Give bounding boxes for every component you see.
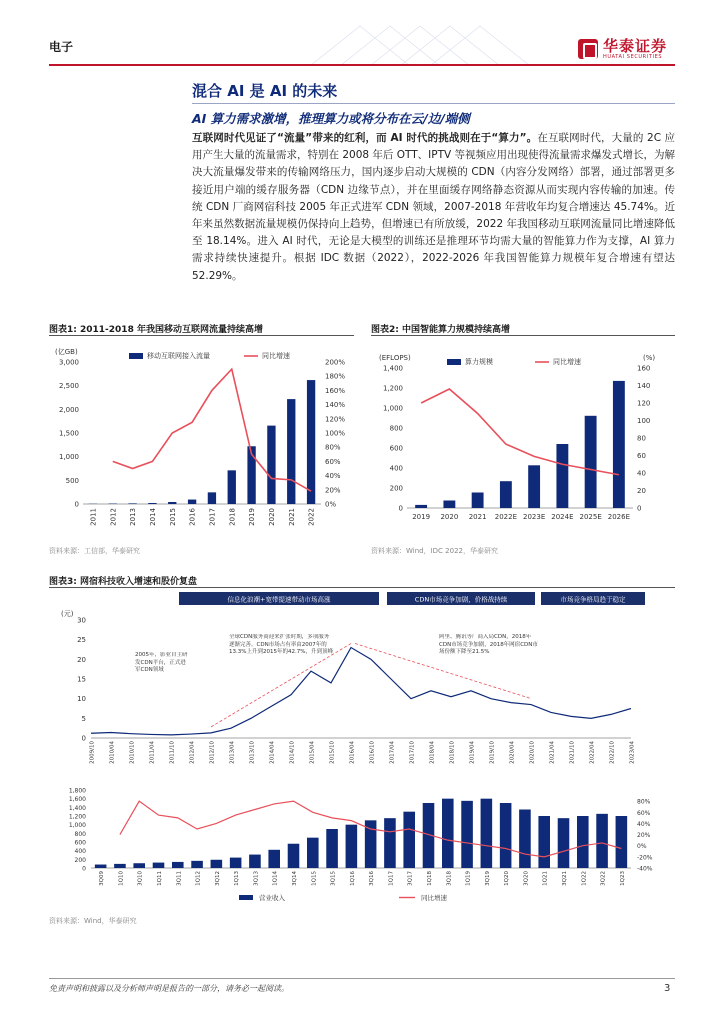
growth-y-tick: 60% <box>637 809 651 817</box>
page-number: 3 <box>664 983 671 994</box>
price-x-tick: 2016/10 <box>369 741 376 764</box>
price-x-tick: 2011/04 <box>149 741 156 764</box>
y-axis-unit: (EFLOPS) <box>379 354 411 362</box>
revenue-bar <box>191 861 203 868</box>
bar <box>188 500 196 504</box>
revenue-x-tick: 3Q18 <box>446 871 453 886</box>
price-x-tick: 2009/10 <box>89 741 96 764</box>
revenue-x-tick: 1Q12 <box>195 871 202 886</box>
x-tick-label: 2022E <box>494 513 517 521</box>
revenue-y-tick: 1,400 <box>68 804 86 812</box>
annotation-box <box>135 652 191 702</box>
price-x-tick: 2023/04 <box>629 741 636 764</box>
price-x-tick: 2022/04 <box>589 741 596 764</box>
x-tick-label: 2022 <box>307 508 316 526</box>
y-tick-label: 800 <box>389 424 403 433</box>
y2-tick-label: 100% <box>325 429 346 438</box>
legend-bar-label: 移动互联网接入流量 <box>147 352 210 360</box>
price-x-tick: 2021/04 <box>549 741 556 764</box>
y-tick-label: 1,000 <box>382 404 403 413</box>
figure3-source: 资料来源：Wind，华泰研究 <box>49 917 137 925</box>
price-x-tick: 2020/04 <box>509 741 516 764</box>
body-lead: 互联网时代见证了“流量”带来的红利，而 AI 时代的挑战则在于“算力”。 <box>192 132 538 144</box>
growth-y-tick: -40% <box>637 865 653 873</box>
y2-tick-label: 80% <box>325 443 341 452</box>
growth-y-tick: 40% <box>637 820 651 828</box>
logo-english: HUATAI SECURITIES <box>603 54 663 60</box>
revenue-x-tick: 3Q11 <box>176 871 183 886</box>
revenue-x-tick: 1Q11 <box>157 871 163 886</box>
price-x-tick: 2022/10 <box>609 741 616 764</box>
revenue-bar <box>211 860 223 868</box>
x-tick-label: 2021 <box>287 508 296 526</box>
annotation-box <box>229 634 333 684</box>
phase-banner-label: CDN市场竞争加剧，价格战持续 <box>414 595 508 604</box>
revenue-x-tick: 3Q19 <box>484 871 491 886</box>
logo-icon <box>578 39 598 59</box>
revenue-y-tick: 400 <box>74 848 86 856</box>
x-tick-label: 2025E <box>579 513 602 521</box>
revenue-bar <box>268 850 280 868</box>
bar <box>128 503 136 504</box>
x-tick-label: 2019 <box>248 508 257 526</box>
revenue-bar <box>133 863 145 868</box>
brand-logo <box>578 38 667 60</box>
revenue-bar <box>577 816 589 868</box>
y-tick-label: 400 <box>389 464 403 473</box>
footer-disclaimer: 免责声明和披露以及分析师声明是报告的一部分，请务必一起阅读。 <box>49 984 289 993</box>
revenue-bar <box>307 838 319 868</box>
y-tick-label: 1,500 <box>58 429 79 438</box>
body-rest: 在互联网时代，大量的 2C 应用产生大量的流量需求，特别在 2008 年后 OTT、IPTV 等视频应用出现使得流量需求爆发式增长，为解决大流量爆发带来的传输网络压力，国内逐步启动大规模的 CDN（内容分发网络）部署，通过部署更多接近用户端的缓存服务器（CDN 边缘节点），并在里面缓存网络静态资源从而实现内容传输的加速。传统 CDN 厂商网宿科技 2005 年正式进军 CDN 领域，2007-2018 年营收年均复合增速达 45.74%。近年来虽然数据流量规模仍保持向上趋势，但增速已有所放缓，2022 年我国移动互联网流量同比增速降低至 18.14%。进入 AI 时代，无论是大模型的训练还是推理环节均需大量的智能算力作为支撑，AI 算力需求持续快速提升。根据 IDC 数据（2022），2022-2026 年我国智能算力规模年复合增速有望达 52.29%。 <box>192 132 676 282</box>
y2-tick-label: 40% <box>325 472 341 481</box>
revenue-x-tick: 3Q16 <box>369 871 376 886</box>
annotation-text: 2005年，影业自主研发CDN平台，正式进军CDN领域 <box>135 652 188 673</box>
price-x-tick: 2013/10 <box>249 741 256 764</box>
y2-tick-label: 120 <box>637 399 651 408</box>
price-x-tick: 2018/04 <box>429 741 436 764</box>
revenue-x-tick: 1Q14 <box>272 871 279 886</box>
revenue-bar <box>538 816 550 868</box>
revenue-y-tick: 600 <box>74 839 86 847</box>
section-rule <box>192 103 675 104</box>
revenue-x-tick: 3Q10 <box>137 871 144 886</box>
revenue-x-tick: 1Q22 <box>581 871 588 886</box>
x-tick-label: 2018 <box>228 508 237 526</box>
y-tick-label: 1,200 <box>382 384 403 393</box>
figure1-source: 资料来源：工信部，华泰研究 <box>49 547 140 555</box>
figure3-title: 图表3: 网宿科技收入增速和股价复盘 <box>49 577 197 587</box>
y-tick-label: 1,400 <box>382 364 403 373</box>
figure2-title: 图表2: 中国智能算力规模持续高增 <box>371 325 510 335</box>
price-x-tick: 2013/04 <box>229 741 236 764</box>
revenue-y-tick: 1,600 <box>68 796 86 804</box>
revenue-x-tick: 3Q09 <box>99 871 106 886</box>
x-tick-label: 2020 <box>267 508 276 526</box>
revenue-y-tick: 0 <box>82 865 86 873</box>
price-x-tick: 2019/04 <box>469 741 476 764</box>
revenue-x-tick: 1Q19 <box>465 871 472 886</box>
price-y-tick: 25 <box>77 636 86 645</box>
y-tick-label: 2,000 <box>58 405 79 414</box>
x-tick-label: 2015 <box>168 508 177 526</box>
price-y-tick: 15 <box>77 675 86 684</box>
y2-tick-label: 100 <box>637 417 651 425</box>
bar <box>443 501 455 509</box>
price-y-tick: 0 <box>81 734 86 743</box>
header-rule <box>49 64 675 66</box>
legend-line-label: 同比增速 <box>262 352 290 360</box>
price-x-tick: 2012/10 <box>209 741 216 764</box>
revenue-x-tick: 3Q21 <box>562 871 568 886</box>
price-x-tick: 2017/04 <box>389 741 396 764</box>
revenue-bar <box>230 858 242 868</box>
legend-growth-label: 同比增速 <box>421 894 447 902</box>
legend-revenue-swatch <box>239 895 253 900</box>
y-tick-label: 600 <box>389 444 403 453</box>
figure3-chart <box>49 590 675 910</box>
y2-tick-label: 0% <box>325 500 337 509</box>
revenue-bar <box>616 816 628 868</box>
revenue-x-tick: 3Q17 <box>407 871 414 886</box>
price-x-tick: 2015/04 <box>309 741 316 764</box>
revenue-bar <box>384 818 396 868</box>
phase-banner-label: 市场竞争格局趋于稳定 <box>560 595 626 604</box>
y2-tick-label: 40 <box>637 469 646 478</box>
price-x-tick: 2012/04 <box>189 741 196 764</box>
x-tick-label: 2012 <box>109 508 118 526</box>
y-tick-label: 500 <box>65 476 79 485</box>
figure1-chart <box>49 338 359 538</box>
price-y-tick: 5 <box>81 714 86 723</box>
legend-bar-swatch <box>129 353 143 359</box>
bar <box>287 399 295 504</box>
price-x-tick: 2018/10 <box>449 741 456 764</box>
revenue-x-tick: 1Q16 <box>349 871 356 886</box>
price-x-tick: 2010/04 <box>109 741 116 764</box>
y2-tick-label: 140% <box>325 401 346 410</box>
annotation-text: 阿里、腾讯等厂商入局CDN，2018年CDN市场竞争加剧，2018年网宿CDN市场份额下降至21.5% <box>439 634 538 655</box>
figure1-rule <box>49 335 354 336</box>
price-x-tick: 2021/10 <box>569 741 576 764</box>
figure3-rule <box>49 587 675 588</box>
x-tick-label: 2014 <box>148 508 157 526</box>
revenue-bar <box>346 825 358 868</box>
x-tick-label: 2021 <box>468 513 487 521</box>
figure2-rule <box>371 335 675 336</box>
revenue-x-tick: 1Q23 <box>619 871 626 886</box>
revenue-bar <box>481 799 493 868</box>
bar <box>267 426 275 504</box>
x-tick-label: 2023E <box>523 513 546 521</box>
figure1-title: 图表1: 2011-2018 年我国移动互联网流量持续高增 <box>49 325 263 335</box>
bar <box>472 493 484 509</box>
bar <box>415 505 427 508</box>
growth-y-tick: -20% <box>637 854 653 862</box>
revenue-x-tick: 3Q14 <box>292 871 298 886</box>
footer-rule <box>49 978 675 979</box>
price-x-tick: 2015/10 <box>329 741 336 764</box>
revenue-x-tick: 1Q17 <box>388 871 395 886</box>
revenue-bar <box>558 818 570 868</box>
revenue-x-tick: 3Q13 <box>253 871 260 886</box>
figure2-source: 资料来源：Wind，IDC 2022，华泰研究 <box>371 547 498 555</box>
y2-tick-label: 60% <box>325 457 341 466</box>
revenue-x-tick: 1Q18 <box>427 871 433 886</box>
revenue-x-tick: 1Q10 <box>118 871 125 886</box>
x-tick-label: 2026E <box>607 513 630 521</box>
header-decoration <box>300 22 560 70</box>
x-tick-label: 2024E <box>551 513 574 521</box>
bar <box>528 465 540 508</box>
price-x-tick: 2019/10 <box>489 741 496 764</box>
y2-tick-label: 20 <box>637 487 646 495</box>
bar <box>148 503 156 504</box>
y-tick-label: 2,500 <box>58 382 79 391</box>
revenue-bar <box>114 864 126 868</box>
revenue-bar <box>249 855 261 868</box>
x-tick-label: 2020 <box>440 513 459 521</box>
legend-revenue-label: 营业收入 <box>259 894 285 902</box>
y-tick-label: 1,000 <box>58 453 79 462</box>
bar <box>585 416 597 508</box>
revenue-bar <box>500 803 512 868</box>
growth-y-tick: 0% <box>637 843 647 851</box>
y2-tick-label: 160% <box>325 386 346 395</box>
y2-axis-unit: (%) <box>643 354 656 362</box>
phase-banner-label: 信息化浪潮+宽带提速带动市场高涨 <box>227 595 331 604</box>
y-tick-label: 200 <box>389 484 403 493</box>
revenue-bar <box>153 863 165 868</box>
price-x-tick: 2017/10 <box>409 741 416 764</box>
y2-tick-label: 120% <box>325 415 346 424</box>
bar <box>613 381 625 508</box>
body-paragraph <box>192 130 675 285</box>
y2-tick-label: 180% <box>325 372 346 381</box>
section-tag: 电子 <box>49 40 74 54</box>
legend-bar-label: 算力规模 <box>465 358 493 366</box>
x-tick-label: 2016 <box>188 508 197 526</box>
bar <box>208 492 216 504</box>
revenue-bar <box>403 812 415 868</box>
sub-title: AI 算力需求激增，推理算力或将分布在云/边/端侧 <box>192 111 470 126</box>
annotation-text: 全球CDN服务商迎来扩张时期，多项服务逐渐完善。CDN市场占有率由2007年的13.3%上升到2015年的42.7%，升到顶峰 <box>229 634 333 655</box>
price-y-tick: 10 <box>77 695 86 704</box>
revenue-bar <box>288 844 300 868</box>
x-tick-label: 2011 <box>89 508 98 526</box>
revenue-x-tick: 1Q13 <box>234 871 241 886</box>
revenue-bar <box>326 829 338 868</box>
revenue-x-tick: 3Q20 <box>523 871 530 886</box>
revenue-y-tick: 1,200 <box>68 813 86 821</box>
price-y-tick: 30 <box>77 616 86 625</box>
y2-tick-label: 140 <box>637 382 651 390</box>
price-x-tick: 2016/04 <box>349 741 356 764</box>
legend-line-label: 同比增速 <box>553 358 581 366</box>
x-tick-label: 2013 <box>129 508 138 526</box>
revenue-bar <box>95 865 107 868</box>
revenue-bar <box>442 799 454 868</box>
x-tick-label: 2017 <box>208 508 217 526</box>
revenue-bar <box>519 810 531 869</box>
logo-name: 华泰证券 <box>603 37 668 55</box>
bar <box>500 481 512 508</box>
y2-tick-label: 80 <box>637 434 646 443</box>
annotation-box <box>439 634 543 684</box>
revenue-y-tick: 200 <box>74 856 86 864</box>
y2-tick-label: 160 <box>637 364 651 373</box>
price-x-tick: 2010/10 <box>129 741 136 764</box>
price-x-tick: 2011/10 <box>169 741 176 764</box>
growth-y-tick: 20% <box>637 832 651 840</box>
revenue-y-tick: 1,000 <box>68 822 86 830</box>
revenue-x-tick: 1Q21 <box>542 871 549 886</box>
y-tick-label: 0 <box>398 504 403 513</box>
section-title: 混合 AI 是 AI 的未来 <box>192 82 338 100</box>
revenue-x-tick: 3Q22 <box>600 871 607 886</box>
price-x-tick: 2014/10 <box>289 741 296 764</box>
revenue-y-tick: 1,800 <box>68 787 86 795</box>
price-x-tick: 2014/04 <box>269 741 276 764</box>
y2-tick-label: 200% <box>325 358 346 367</box>
price-x-tick: 2020/10 <box>529 741 536 764</box>
growth-line <box>113 369 311 491</box>
price-y-tick: 20 <box>77 655 86 664</box>
price-unit: (元) <box>61 610 74 618</box>
revenue-bar <box>461 801 473 868</box>
revenue-bar <box>172 862 184 868</box>
revenue-y-tick: 800 <box>74 830 86 838</box>
y-tick-label: 0 <box>74 500 79 509</box>
y-axis-unit: (亿GB) <box>55 348 78 356</box>
bar <box>168 502 176 504</box>
revenue-x-tick: 3Q15 <box>330 871 337 886</box>
y-tick-label: 3,000 <box>58 358 79 367</box>
figure2-chart <box>371 338 675 538</box>
y2-tick-label: 60 <box>637 452 646 460</box>
bar <box>307 380 315 504</box>
bar <box>228 470 236 504</box>
revenue-bar <box>596 814 608 868</box>
legend-bar-swatch <box>447 359 461 365</box>
revenue-x-tick: 3Q12 <box>214 871 221 886</box>
revenue-x-tick: 1Q15 <box>311 871 318 886</box>
growth-y-tick: 80% <box>637 798 651 806</box>
bar <box>556 444 568 508</box>
revenue-x-tick: 1Q20 <box>504 871 511 886</box>
y2-tick-label: 0 <box>637 504 642 513</box>
x-tick-label: 2019 <box>412 513 431 521</box>
y2-tick-label: 20% <box>325 486 341 495</box>
